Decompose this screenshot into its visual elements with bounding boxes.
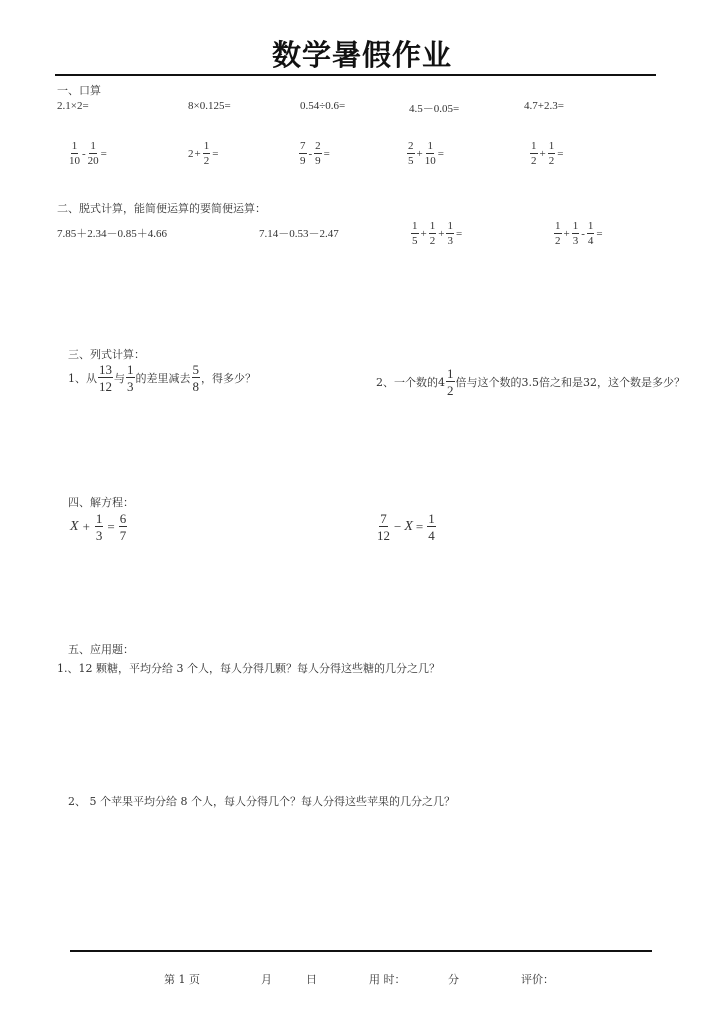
oral-calc-5: 4.7+2.3= <box>524 100 564 112</box>
fraction: $\frac{7}{12}$ <box>377 511 390 543</box>
section2-heading: 二、脱式计算，能简便运算的要简便运算： <box>57 202 266 215</box>
fraction: $\frac{1}{2}$ <box>447 366 454 398</box>
section5-heading: 五、应用题： <box>68 643 134 656</box>
fraction: $\frac{1}{2}$ <box>531 140 537 167</box>
step-calc-1: 7.85＋2.34－0.85＋4.66 <box>57 228 167 240</box>
fraction: $\frac{1}{10}$ <box>424 140 436 167</box>
fraction: $\frac{1}{3}$ <box>95 511 103 543</box>
fraction: $\frac{1}{2}$ <box>548 140 555 167</box>
fraction: $\frac{5}{8}$ <box>192 362 199 394</box>
fraction: $\frac{1}{4}$ <box>587 220 594 247</box>
footer-divider <box>70 950 652 952</box>
fraction: $\frac{1}{2}$ <box>429 220 436 247</box>
section3-heading: 三、列式计算： <box>68 348 145 361</box>
month-label: 月 <box>261 973 272 986</box>
fraction: $\frac{1}{3}$ <box>572 220 579 247</box>
title-divider <box>55 74 656 76</box>
word-calc-1: 1、从 $\frac{13}{12}$ 与 $\frac{1}{3}$ 的差里减去 $\frac{5}{8}$ ，得多少？ <box>68 362 256 394</box>
section4-heading: 四、解方程： <box>68 496 134 509</box>
equation-1: X + $\frac{1}{3}$ = $\frac{6}{7}$ <box>70 511 127 543</box>
fraction: $\frac{13}{12}$ <box>99 362 112 394</box>
word-calc-2: 2、一个数的4 $\frac{1}{2}$ 倍与这个数的3.5倍之和是32，这个数是多少？ <box>376 366 685 398</box>
word-problem-2: 2、 5 个苹果平均分给 8 个人，每人分得几个？每人分得这些苹果的几分之几？ <box>68 795 455 808</box>
step-calc-4: $\frac{1}{2}$ + $\frac{1}{3}$ - $\frac{1}{4}$ = <box>555 220 603 247</box>
step-calc-3: $\frac{1}{5}$ + $\frac{1}{2}$ + $\frac{1}{3}$ = <box>412 220 463 247</box>
page-title: 数学暑假作业 <box>271 38 452 72</box>
fraction: $\frac{1}{4}$ <box>428 511 435 543</box>
fraction-calc-4: $\frac{2}{5}$ + $\frac{1}{10}$ = <box>408 140 444 167</box>
fraction: $\frac{1}{10}$ <box>69 140 80 167</box>
fraction: $\frac{6}{7}$ <box>119 511 127 543</box>
section1-heading: 一、口算 <box>57 84 101 97</box>
minutes-label: 分 <box>448 973 459 986</box>
oral-calc-2: 8×0.125= <box>188 100 231 112</box>
oral-calc-1: 2.1×2= <box>57 100 89 112</box>
oral-calc-3: 0.54÷0.6= <box>300 100 346 112</box>
oral-calc-4: 4.5－0.05= <box>409 103 460 115</box>
fraction: $\frac{7}{9}$ <box>300 140 306 167</box>
word-problem-1: 1.、12 颗糖，平均分给 3 个人，每人分得几颗？每人分得这些糖的几分之几？ <box>57 662 440 675</box>
fraction: $\frac{1}{20}$ <box>87 140 99 167</box>
fraction: $\frac{2}{9}$ <box>315 140 321 167</box>
fraction: $\frac{2}{5}$ <box>408 140 414 167</box>
fraction-calc-1: $\frac{1}{10}$ - $\frac{1}{20}$ = <box>69 140 107 167</box>
fraction-calc-5: $\frac{1}{2}$ + $\frac{1}{2}$ = <box>531 140 564 167</box>
fraction: $\frac{1}{3}$ <box>127 362 134 394</box>
page-number: 第 1 页 <box>164 973 200 986</box>
day-label: 日 <box>306 973 317 986</box>
fraction-calc-2: 2 + $\frac{1}{2}$ = <box>188 140 219 167</box>
rating-label: 评价： <box>521 973 554 986</box>
fraction: $\frac{1}{3}$ <box>447 220 453 247</box>
equation-2: $\frac{7}{12}$ − X = $\frac{1}{4}$ <box>377 511 435 543</box>
time-label: 用 时： <box>369 973 406 986</box>
step-calc-2: 7.14－0.53－2.47 <box>259 228 339 240</box>
fraction: $\frac{1}{5}$ <box>412 220 418 247</box>
fraction: $\frac{1}{2}$ <box>555 220 561 247</box>
fraction-calc-3: $\frac{7}{9}$ - $\frac{2}{9}$ = <box>300 140 330 167</box>
fraction: $\frac{1}{2}$ <box>203 140 210 167</box>
